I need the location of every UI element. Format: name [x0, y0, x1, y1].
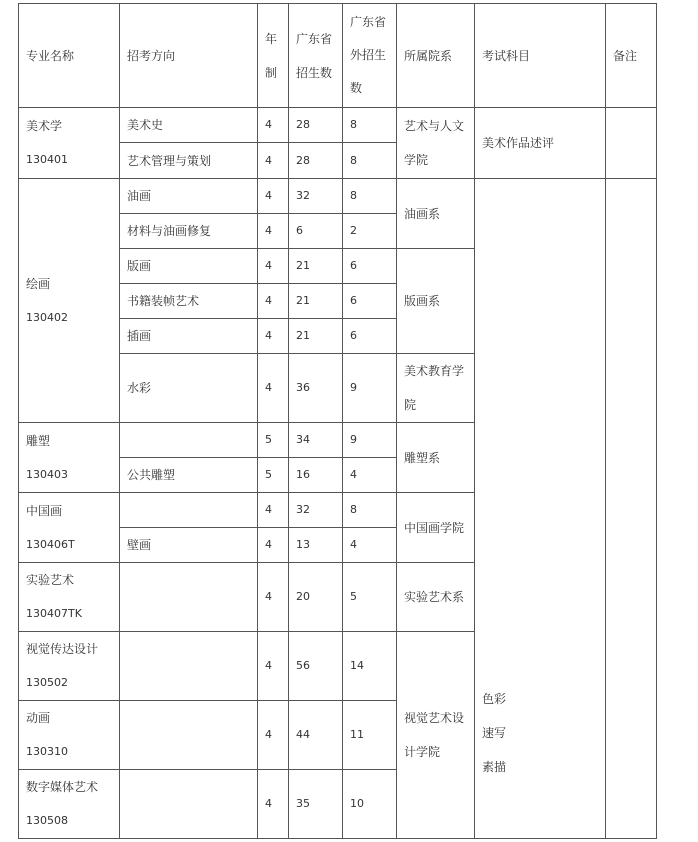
college-cell: 油画系	[397, 179, 475, 249]
college-cell: 实验艺术系	[397, 563, 475, 632]
header-college: 所属院系	[397, 4, 475, 108]
direction-cell	[120, 423, 258, 458]
out-quota-cell: 8	[343, 108, 397, 143]
years-cell: 4	[258, 493, 289, 528]
out-quota-cell: 8	[343, 179, 397, 214]
years-cell: 4	[258, 354, 289, 423]
direction-cell: 油画	[120, 179, 258, 214]
table-row	[19, 179, 657, 214]
years-cell: 4	[258, 143, 289, 179]
header-out-quota: 广东省 外招生 数	[343, 4, 397, 108]
direction-cell: 书籍装帧艺术	[120, 284, 258, 319]
gd-quota-cell: 32	[289, 179, 343, 214]
major-cell: 数字媒体艺术 130508	[19, 770, 120, 839]
out-quota-cell: 14	[343, 632, 397, 701]
major-cell: 实验艺术 130407TK	[19, 563, 120, 632]
header-remarks: 备注	[606, 4, 657, 108]
direction-cell	[120, 563, 258, 632]
admissions-table	[18, 3, 657, 839]
table-row	[19, 108, 657, 143]
direction-cell: 艺术管理与策划	[120, 143, 258, 179]
years-cell: 5	[258, 458, 289, 493]
direction-cell: 材料与油画修复	[120, 214, 258, 249]
college-cell: 艺术与人文 学院	[397, 108, 475, 179]
out-quota-cell: 8	[343, 493, 397, 528]
out-quota-cell: 6	[343, 249, 397, 284]
direction-cell: 版画	[120, 249, 258, 284]
years-cell: 5	[258, 423, 289, 458]
header-row	[19, 4, 657, 108]
gd-quota-cell: 28	[289, 143, 343, 179]
college-cell: 版画系	[397, 249, 475, 354]
gd-quota-cell: 21	[289, 249, 343, 284]
direction-cell: 水彩	[120, 354, 258, 423]
years-cell: 4	[258, 701, 289, 770]
major-cell: 中国画 130406T	[19, 493, 120, 563]
direction-cell: 美术史	[120, 108, 258, 143]
gd-quota-cell: 56	[289, 632, 343, 701]
remarks-cell	[606, 179, 657, 839]
gd-quota-cell: 34	[289, 423, 343, 458]
gd-quota-cell: 21	[289, 319, 343, 354]
out-quota-cell: 4	[343, 458, 397, 493]
gd-quota-cell: 32	[289, 493, 343, 528]
gd-quota-cell: 28	[289, 108, 343, 143]
gd-quota-cell: 20	[289, 563, 343, 632]
out-quota-cell: 10	[343, 770, 397, 839]
direction-cell: 壁画	[120, 528, 258, 563]
gd-quota-cell: 35	[289, 770, 343, 839]
major-cell: 动画 130310	[19, 701, 120, 770]
out-quota-cell: 6	[343, 319, 397, 354]
years-cell: 4	[258, 179, 289, 214]
remarks-cell	[606, 108, 657, 179]
gd-quota-cell: 44	[289, 701, 343, 770]
direction-cell	[120, 701, 258, 770]
gd-quota-cell: 21	[289, 284, 343, 319]
header-direction: 招考方向	[120, 4, 258, 108]
out-quota-cell: 2	[343, 214, 397, 249]
years-cell: 4	[258, 214, 289, 249]
header-years: 年 制	[258, 4, 289, 108]
major-cell: 视觉传达设计 130502	[19, 632, 120, 701]
college-cell: 中国画学院	[397, 493, 475, 563]
out-quota-cell: 9	[343, 423, 397, 458]
gd-quota-cell: 36	[289, 354, 343, 423]
major-cell: 绘画 130402	[19, 179, 120, 423]
direction-cell: 公共雕塑	[120, 458, 258, 493]
out-quota-cell: 11	[343, 701, 397, 770]
out-quota-cell: 5	[343, 563, 397, 632]
header-major: 专业名称	[19, 4, 120, 108]
direction-cell	[120, 632, 258, 701]
subjects-cell: 美术作品述评	[475, 108, 606, 179]
header-subjects: 考试科目	[475, 4, 606, 108]
major-cell: 美术学 130401	[19, 108, 120, 179]
major-cell: 雕塑 130403	[19, 423, 120, 493]
college-cell: 美术教育学 院	[397, 354, 475, 423]
out-quota-cell: 6	[343, 284, 397, 319]
years-cell: 4	[258, 249, 289, 284]
out-quota-cell: 9	[343, 354, 397, 423]
years-cell: 4	[258, 284, 289, 319]
gd-quota-cell: 13	[289, 528, 343, 563]
years-cell: 4	[258, 770, 289, 839]
years-cell: 4	[258, 319, 289, 354]
years-cell: 4	[258, 563, 289, 632]
years-cell: 4	[258, 108, 289, 143]
direction-cell	[120, 493, 258, 528]
out-quota-cell: 4	[343, 528, 397, 563]
years-cell: 4	[258, 632, 289, 701]
out-quota-cell: 8	[343, 143, 397, 179]
direction-cell	[120, 770, 258, 839]
gd-quota-cell: 16	[289, 458, 343, 493]
college-cell: 雕塑系	[397, 423, 475, 493]
gd-quota-cell: 6	[289, 214, 343, 249]
college-cell: 视觉艺术设 计学院	[397, 632, 475, 839]
years-cell: 4	[258, 528, 289, 563]
direction-cell: 插画	[120, 319, 258, 354]
header-gd-quota: 广东省 招生数	[289, 4, 343, 108]
subjects-cell: 色彩 速写 素描	[475, 179, 606, 839]
